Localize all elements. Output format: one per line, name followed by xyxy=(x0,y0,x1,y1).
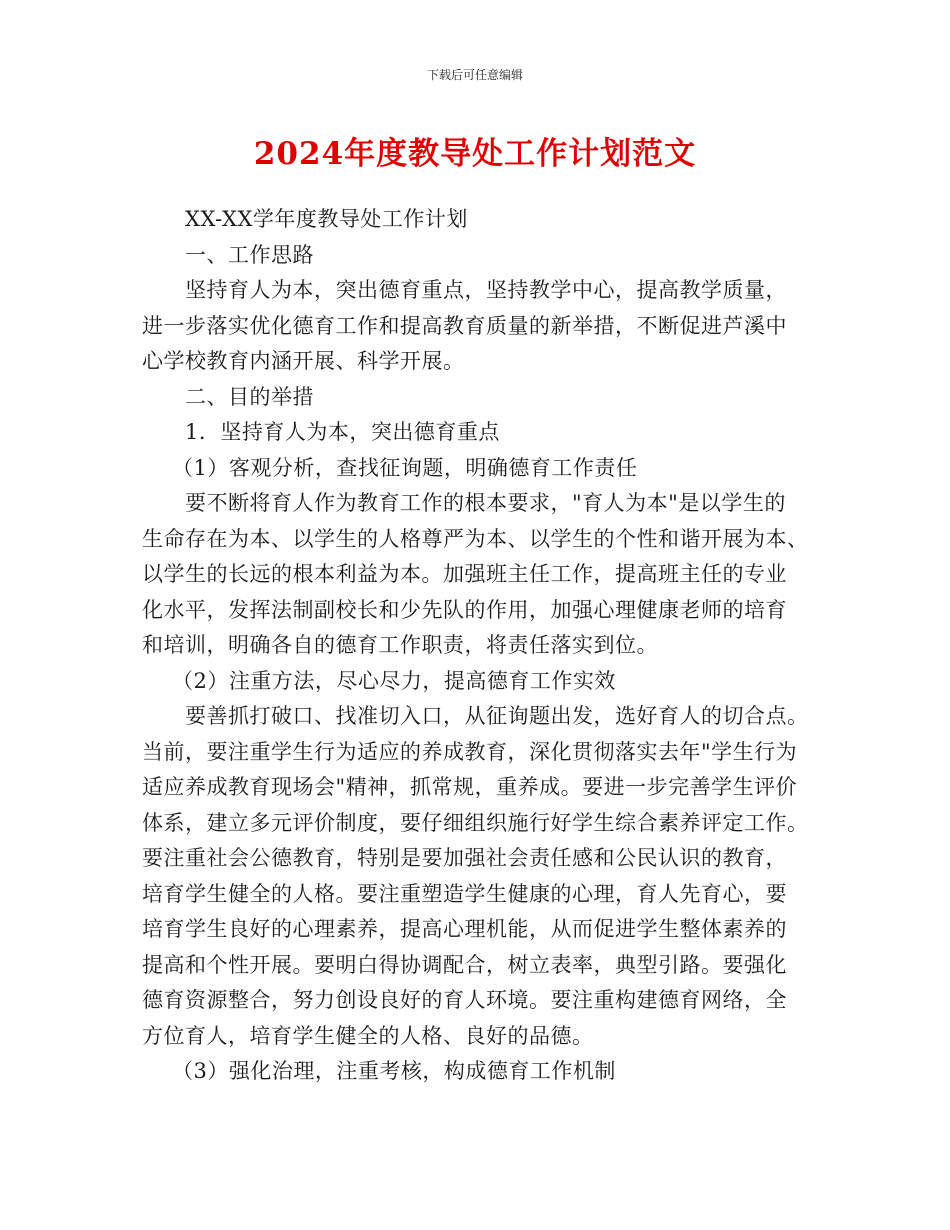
text-line: 方位育人，培育学生健全的人格、良好的品德。 xyxy=(142,1023,594,1048)
text-line: 坚持育人为本，突出德育重点，坚持教学中心，提高教学质量， xyxy=(185,278,787,302)
text-line: （3）强化治理，注重考核，构成德育工作机制 xyxy=(172,1059,616,1083)
text-line: 1．坚持育人为本，突出德育重点 xyxy=(185,420,500,444)
text-line: （1）客观分析，查找征询题，明确德育工作责任 xyxy=(172,455,638,480)
text-line: 适应养成教育现场会"精神，抓常规，重养成。要进一步完善学生评价 xyxy=(142,775,798,799)
text-line: 进一步落实优化德育工作和提高教育质量的新举措，不断促进芦溪中 xyxy=(142,313,787,338)
text-line: 二、目的举措 xyxy=(185,384,314,409)
text-line: 和培训，明确各自的德育工作职责，将责任落实到位。 xyxy=(142,633,658,657)
text-line: 培育学生良好的心理素养，提高心理机能，从而促进学生整体素养的 xyxy=(142,917,787,941)
text-line: 化水平，发挥法制副校长和少先队的作用，加强心理健康老师的培育 xyxy=(142,597,787,622)
text-line: 生命存在为本、以学生的人格尊严为本、以学生的个性和谐开展为本、 xyxy=(142,526,809,551)
text-line: 一、工作思路 xyxy=(185,242,314,267)
document-body xyxy=(142,202,830,1090)
text-line: 培育学生健全的人格。要注重塑造学生健康的心理，育人先育心，要 xyxy=(142,881,787,906)
text-line: 以学生的长远的根本利益为本。加强班主任工作，提高班主任的专业 xyxy=(142,562,787,586)
text-line: XX-XX学年度教导处工作计划 xyxy=(185,207,468,231)
header-note: 下载后可任意编辑 xyxy=(426,68,523,82)
text-line: 要不断将育人作为教育工作的根本要求，"育人为本"是以学生的 xyxy=(185,491,786,515)
text-line: 德育资源整合，努力创设良好的育人环境。要注重构建德育网络，全 xyxy=(142,988,787,1012)
text-line: 当前，要注重学生行为适应的养成教育，深化贯彻落实去年"学生行为 xyxy=(142,739,798,764)
text-line: 体系，建立多元评价制度，要仔细组织施行好学生综合素养评定工作。 xyxy=(142,810,809,835)
text-line: 心学校教育内涵开展、科学开展。 xyxy=(142,349,465,373)
text-line: 要善抓打破口、找准切入口，从征询题出发，选好育人的切合点。 xyxy=(185,704,809,728)
text-line: 要注重社会公德教育，特别是要加强社会责任感和公民认识的教育， xyxy=(142,846,787,870)
document-title: 2024年度教导处工作计划范文 xyxy=(253,136,697,172)
text-line: （2）注重方法，尽心尽力，提高德育工作实效 xyxy=(172,668,616,693)
text-line: 提高和个性开展。要明白得协调配合，树立表率，典型引路。要强化 xyxy=(142,952,787,977)
